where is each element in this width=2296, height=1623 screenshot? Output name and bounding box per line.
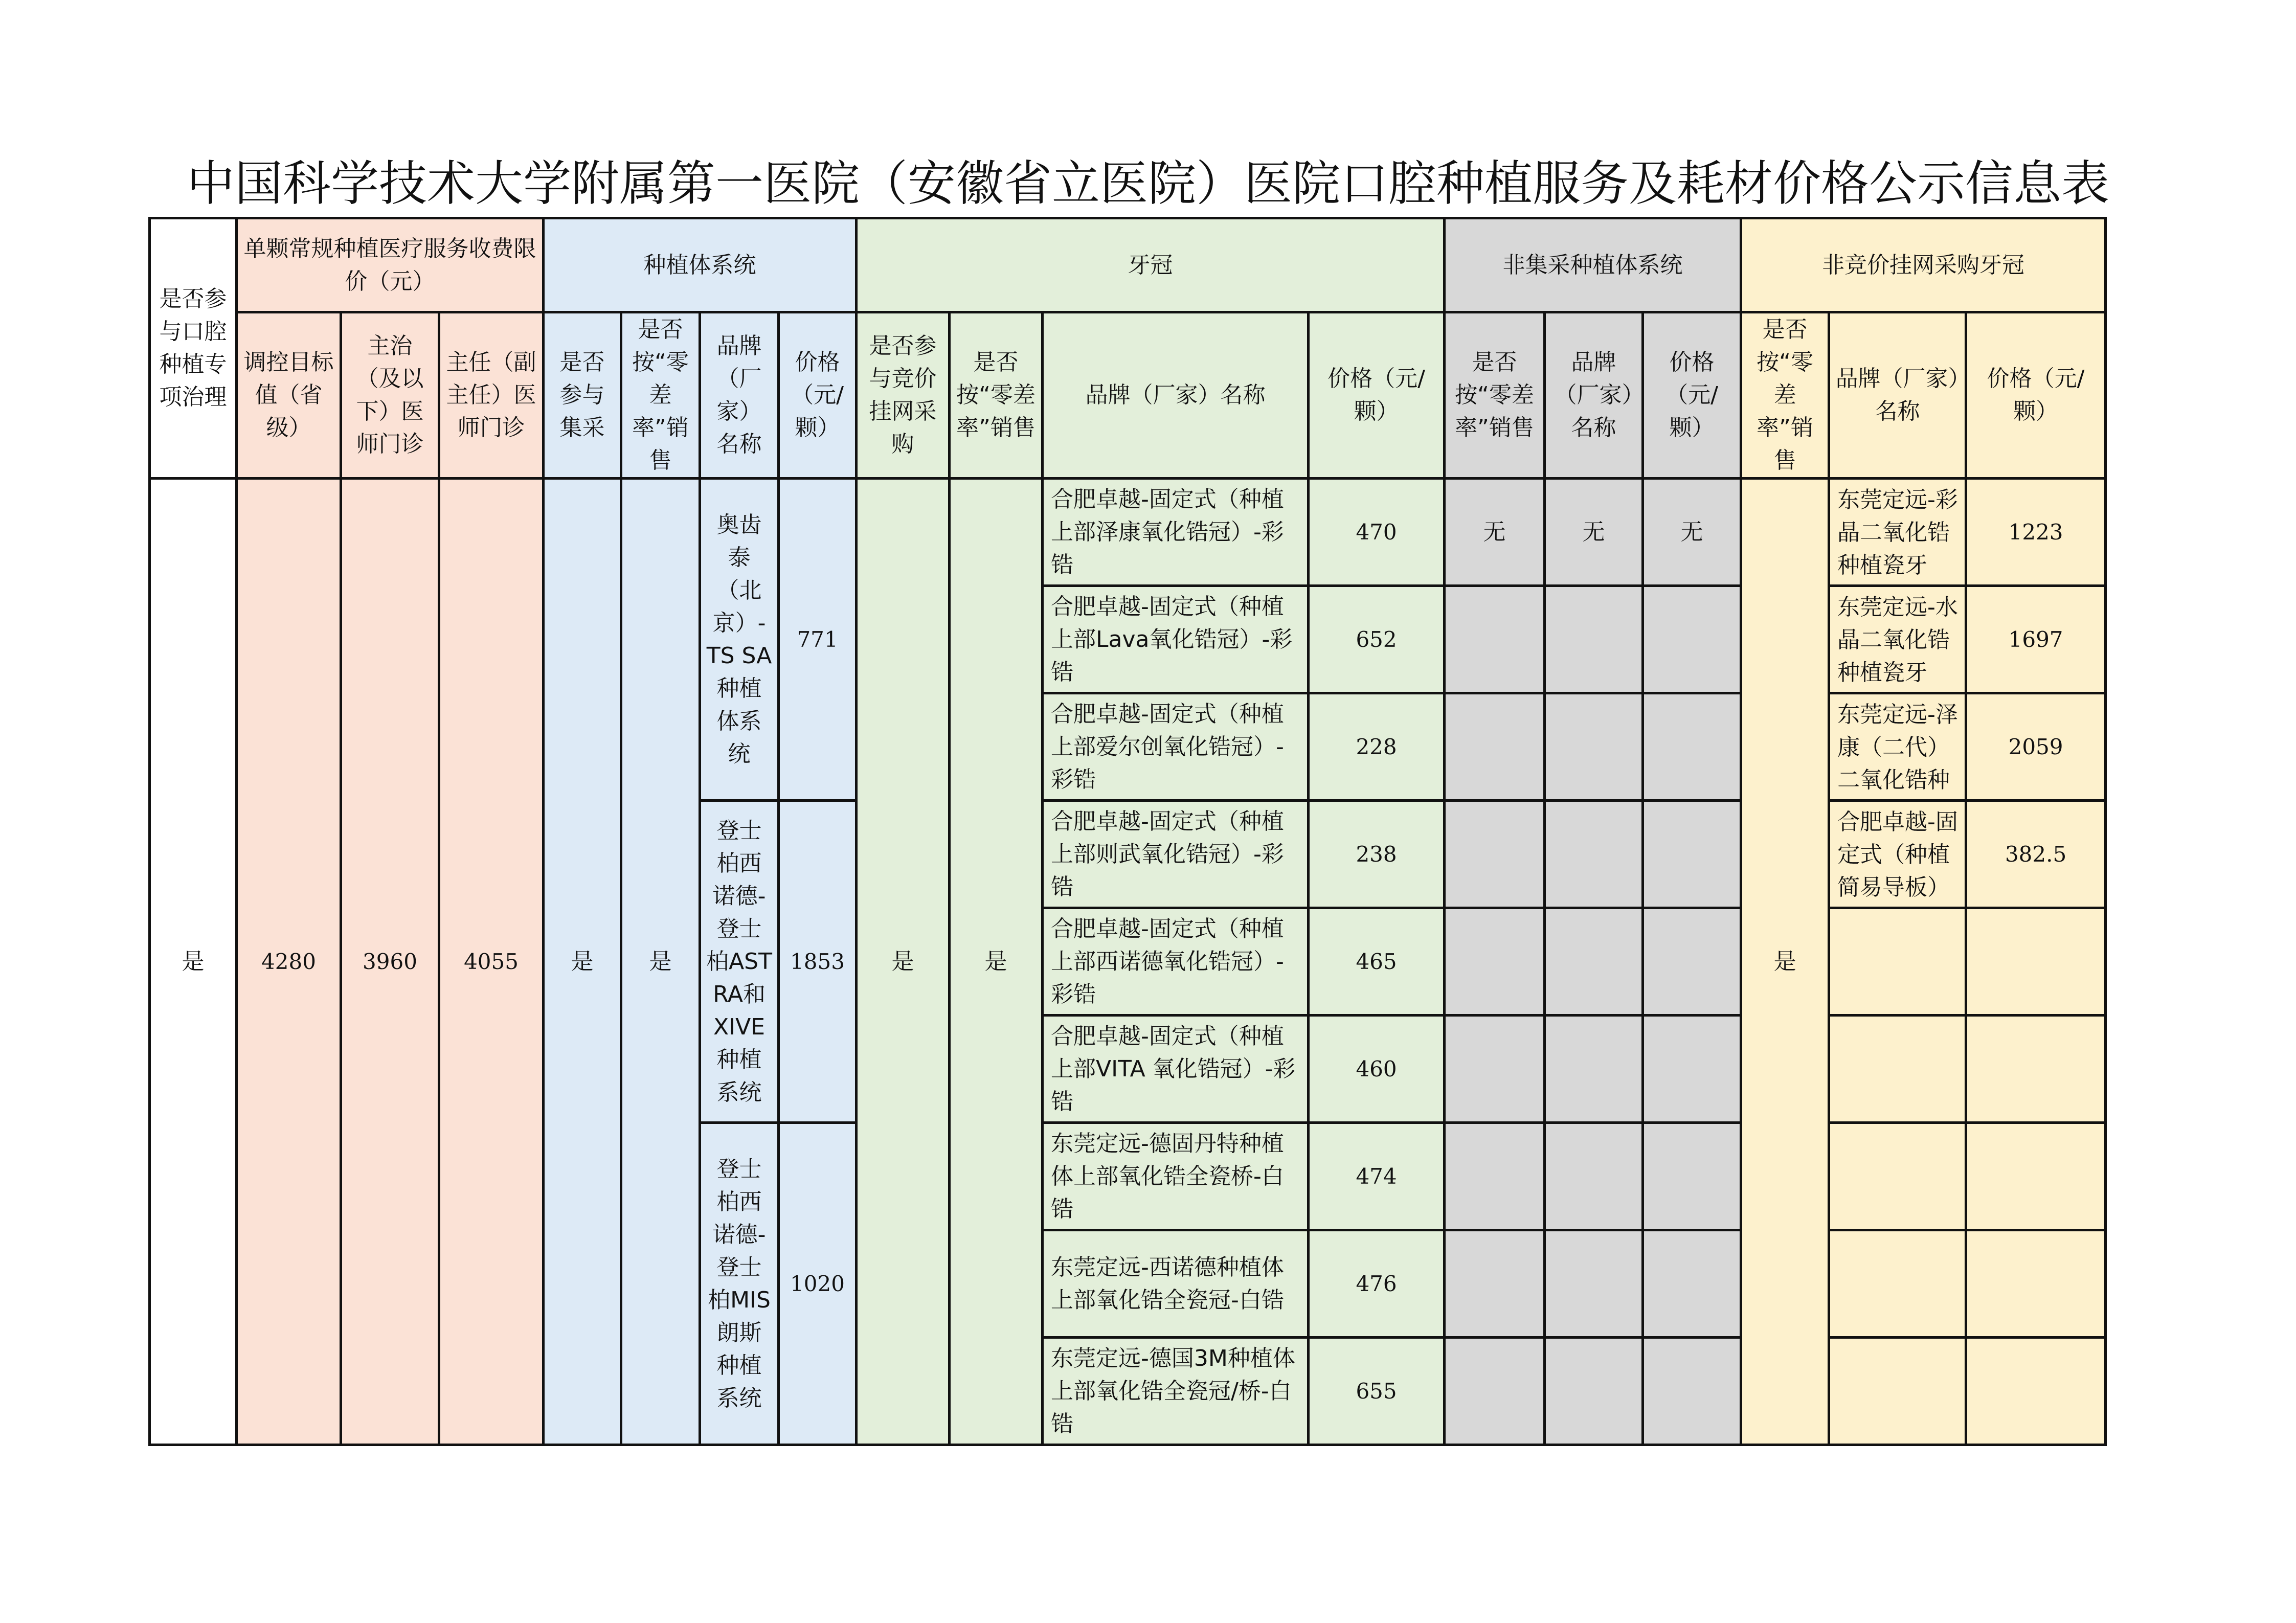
header-nonc-group: 非集采种植体系统 [1445,218,1741,312]
price-table [148,217,2107,1446]
header-fee-target: 调控目标值（省级） [237,312,341,479]
nonc-empty-cell [1643,1338,1741,1445]
header-nb-zero: 是否按“零差率”销售 [1741,312,1829,479]
nonc-empty-cell [1545,908,1643,1016]
nonc-empty-cell [1643,693,1741,801]
table-row [150,479,2106,586]
nonc-empty-cell [1643,1230,1741,1338]
header-crown-group: 牙冠 [857,218,1445,312]
header-implant-central: 是否参与集采 [544,312,621,479]
nonc-empty-cell [1445,1123,1545,1230]
crown-brand: 合肥卓越-固定式（种植上部则武氧化锆冠）-彩锆 [1043,801,1309,908]
crown-price: 465 [1309,908,1445,1016]
header-fee-group: 单颗常规种植医疗服务收费限价（元） [237,218,544,312]
crown-brand: 东莞定远-德国3M种植体上部氧化锆全瓷冠/桥-白锆 [1043,1338,1309,1445]
nonc-empty-cell [1445,586,1545,693]
governance-value: 是 [150,479,237,1445]
nb-brand: 东莞定远-彩晶二氧化锆种植瓷牙 [1829,479,1966,586]
nonc-empty-cell [1545,1230,1643,1338]
implant-central-value: 是 [544,479,621,1445]
header-crown-brand: 品牌（厂家）名称 [1043,312,1309,479]
crown-brand: 合肥卓越-固定式（种植上部西诺德氧化锆冠）-彩锆 [1043,908,1309,1016]
nonc-empty-cell [1545,1123,1643,1230]
crown-price: 655 [1309,1338,1445,1445]
header-fee-attending: 主治（及以下）医师门诊 [341,312,439,479]
nb-empty-cell [1829,1338,1966,1445]
header-nonc-price: 价格（元/颗） [1643,312,1741,479]
header-nonc-zero: 是否按“零差率”销售 [1445,312,1545,479]
header-implant-zero: 是否按“零差率”销售 [621,312,700,479]
nonc-brand-value: 无 [1545,479,1643,586]
implant-price: 771 [779,479,857,801]
crown-price: 474 [1309,1123,1445,1230]
nonc-empty-cell [1545,801,1643,908]
nonc-empty-cell [1643,801,1741,908]
crown-brand: 合肥卓越-固定式（种植上部泽康氧化锆冠）-彩锆 [1043,479,1309,586]
header-governance: 是否参与口腔种植专项治理 [150,218,237,479]
nonc-empty-cell [1643,586,1741,693]
header-row-2 [150,312,2106,479]
nb-empty-cell [1966,1230,2106,1338]
nb-price: 1223 [1966,479,2106,586]
nonc-empty-cell [1445,908,1545,1016]
nonc-empty-cell [1643,908,1741,1016]
nb-brand: 东莞定远-泽康（二代）二氧化锆种 [1829,693,1966,801]
header-crown-zero: 是否按“零差率”销售 [950,312,1043,479]
crown-price: 238 [1309,801,1445,908]
header-crown-price: 价格（元/颗） [1309,312,1445,479]
header-implant-price: 价格（元/颗） [779,312,857,479]
nonc-empty-cell [1445,1230,1545,1338]
nonc-empty-cell [1445,1016,1545,1123]
header-crown-bid: 是否参与竞价挂网采购 [857,312,950,479]
header-nb-group: 非竞价挂网采购牙冠 [1741,218,2106,312]
header-implant-group: 种植体系统 [544,218,857,312]
crown-price: 460 [1309,1016,1445,1123]
crown-brand: 合肥卓越-固定式（种植上部VITA 氧化锆冠）-彩锆 [1043,1016,1309,1123]
nb-empty-cell [1966,908,2106,1016]
nb-zero-value: 是 [1741,479,1829,1445]
crown-brand: 合肥卓越-固定式（种植上部爱尔创氧化锆冠）-彩锆 [1043,693,1309,801]
crown-price: 652 [1309,586,1445,693]
nonc-empty-cell [1545,586,1643,693]
nonc-empty-cell [1445,693,1545,801]
page-title: 中国科学技术大学附属第一医院（安徽省立医院）医院口腔种植服务及耗材价格公示信息表 [186,156,2109,212]
crown-brand: 东莞定远-西诺德种植体上部氧化锆全瓷冠-白锆 [1043,1230,1309,1338]
nonc-empty-cell [1643,1016,1741,1123]
implant-price: 1020 [779,1123,857,1445]
header-row-1 [150,218,2106,312]
implant-price: 1853 [779,801,857,1123]
nb-empty-cell [1829,1123,1966,1230]
header-nb-brand: 品牌（厂家）名称 [1829,312,1966,479]
crown-price: 228 [1309,693,1445,801]
nonc-empty-cell [1445,801,1545,908]
nb-empty-cell [1966,1016,2106,1123]
implant-brand: 登士柏西诺德-登士柏MIS朗斯种植系统 [700,1123,779,1445]
implant-brand: 登士柏西诺德-登士柏ASTRA和XIVE种植系统 [700,801,779,1123]
nb-brand: 合肥卓越-固定式（种植简易导板） [1829,801,1966,908]
header-nb-price: 价格（元/颗） [1966,312,2106,479]
implant-zero-value: 是 [621,479,700,1445]
nonc-empty-cell [1445,1338,1545,1445]
header-fee-chief: 主任（副主任）医师门诊 [439,312,544,479]
fee-attending-value: 3960 [341,479,439,1445]
crown-bid-value: 是 [857,479,950,1445]
crown-price: 476 [1309,1230,1445,1338]
nonc-empty-cell [1545,1338,1643,1445]
nb-empty-cell [1829,908,1966,1016]
nb-brand: 东莞定远-水晶二氧化锆种植瓷牙 [1829,586,1966,693]
fee-target-value: 4280 [237,479,341,1445]
nb-price: 2059 [1966,693,2106,801]
header-implant-brand: 品牌（厂家）名称 [700,312,779,479]
fee-chief-value: 4055 [439,479,544,1445]
nonc-zero-value: 无 [1445,479,1545,586]
nb-empty-cell [1966,1338,2106,1445]
implant-brand: 奥齿泰（北京）-TS SA种植体系统 [700,479,779,801]
nonc-price-value: 无 [1643,479,1741,586]
nonc-empty-cell [1545,693,1643,801]
nonc-empty-cell [1643,1123,1741,1230]
header-nonc-brand: 品牌（厂家）名称 [1545,312,1643,479]
nb-price: 382.5 [1966,801,2106,908]
nb-empty-cell [1829,1230,1966,1338]
crown-zero-value: 是 [950,479,1043,1445]
crown-brand: 合肥卓越-固定式（种植上部Lava氧化锆冠）-彩锆 [1043,586,1309,693]
nb-empty-cell [1829,1016,1966,1123]
crown-brand: 东莞定远-德固丹特种植体上部氧化锆全瓷桥-白锆 [1043,1123,1309,1230]
crown-price: 470 [1309,479,1445,586]
nonc-empty-cell [1545,1016,1643,1123]
nb-price: 1697 [1966,586,2106,693]
nb-empty-cell [1966,1123,2106,1230]
